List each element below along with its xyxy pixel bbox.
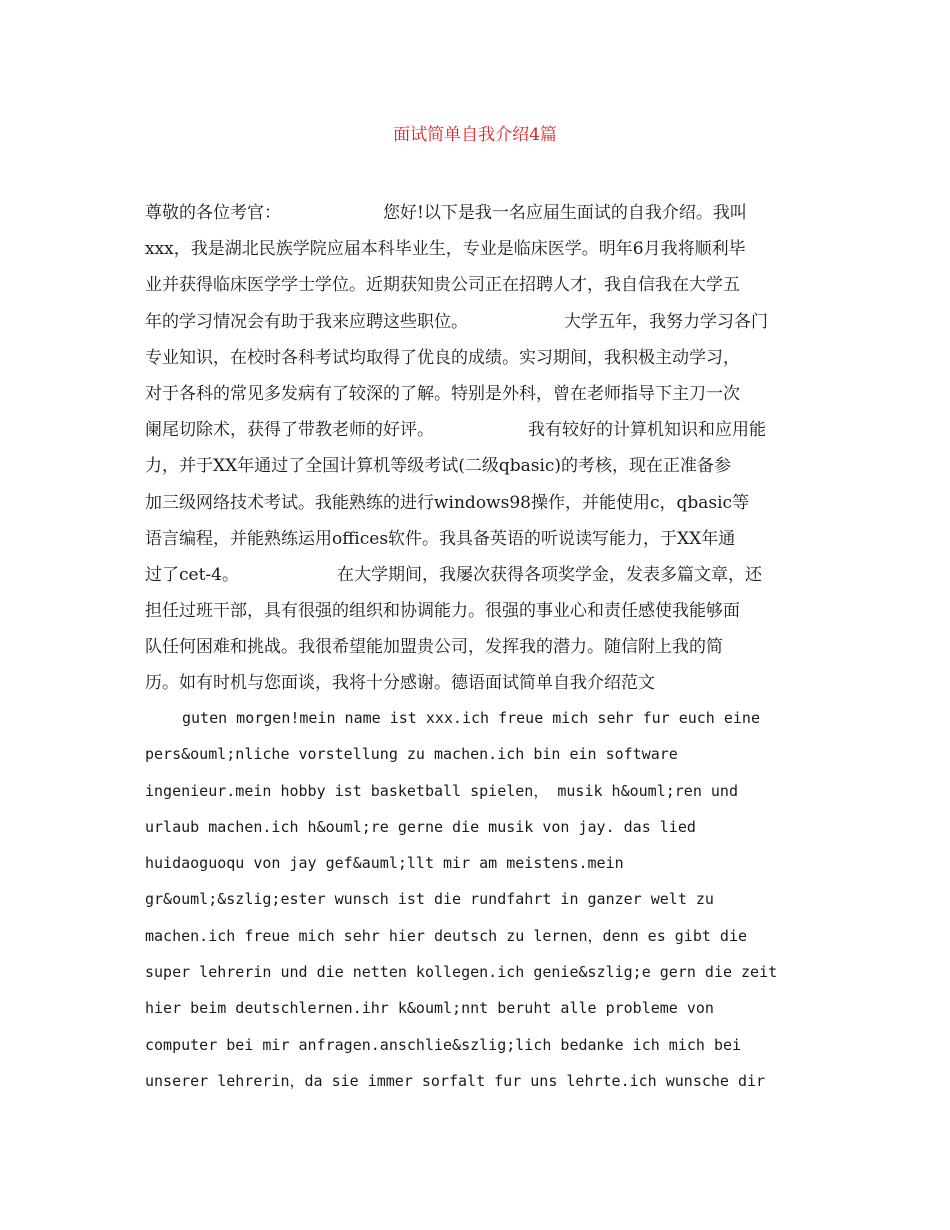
body-line: urlaub machen.ich h&ouml;re gerne die musik von jay. das lied xyxy=(145,817,696,836)
body-line: gr&ouml;&szlig;ester wunsch ist die rundfahrt in ganzer welt zu xyxy=(145,890,714,909)
body-line: 担任过班干部，具有很强的组织和协调能力。很强的事业心和责任感使我能够面 xyxy=(145,601,740,622)
body-line: huidaoguoqu von jay gef&auml;llt mir am meistens.mein xyxy=(145,854,624,873)
body-line: machen.ich freue mich sehr hier deutsch zu lernen，denn es gibt die xyxy=(145,926,747,945)
body-line: xxx，我是湖北民族学院应届本科毕业生，专业是临床医学。明年6月我将顺利毕 xyxy=(145,239,746,260)
body-line: 年的学习情况会有助于我来应聘这些职位。 大学五年，我努力学习各门 xyxy=(145,311,768,332)
body-line: 语言编程，并能熟练运用offices软件。我具备英语的听说读写能力，于XX年通 xyxy=(145,528,736,549)
body-line: super lehrerin und die netten kollegen.ich genie&szlig;e gern die zeit xyxy=(145,963,778,982)
body-line: hier beim deutschlernen.ihr k&ouml;nnt beruht alle probleme von xyxy=(145,999,714,1018)
document-title: 面试简单自我介绍4篇 xyxy=(393,125,557,145)
body-line: 队任何困难和挑战。我很希望能加盟贵公司，发挥我的潜力。随信附上我的简 xyxy=(145,637,723,658)
body-line: 阑尾切除术，获得了带教老师的好评。 我有较好的计算机知识和应用能 xyxy=(145,420,766,441)
body-line: ingenieur.mein hobby ist basketball spielen， musik h&ouml;ren und xyxy=(145,781,738,800)
body-line: 过了cet-4。 在大学期间，我屡次获得各项奖学金，发表多篇文章，还 xyxy=(145,564,762,585)
body-line: 历。如有时机与您面谈，我将十分感谢。德语面试简单自我介绍范文 xyxy=(145,673,655,694)
body-line: guten morgen!mein name ist xxx.ich freue mich sehr fur euch eine xyxy=(182,709,760,727)
body-line: 力，并于XX年通过了全国计算机等级考试(二级qbasic)的考核，现在正准备参 xyxy=(145,456,732,477)
german-body xyxy=(145,700,815,1099)
body-line: 加三级网络技术考试。我能熟练的进行windows98操作，并能使用c，qbasic等 xyxy=(145,492,750,513)
body-line: 尊敬的各位考官： 您好!以下是我一名应届生面试的自我介绍。我叫 xyxy=(145,203,747,223)
chinese-body xyxy=(145,195,815,702)
body-line: pers&ouml;nliche vorstellung zu machen.ich bin ein software xyxy=(145,745,678,764)
body-line: 业并获得临床医学学士学位。近期获知贵公司正在招聘人才，我自信我在大学五 xyxy=(145,275,740,296)
body-line: unserer lehrerin，da sie immer sorfalt fur uns lehrte.ich wunsche dir xyxy=(145,1071,766,1090)
body-line: computer bei mir anfragen.anschlie&szlig;lich bedanke ich mich bei xyxy=(145,1035,742,1054)
body-line: 对于各科的常见多发病有了较深的了解。特别是外科，曾在老师指导下主刀一次 xyxy=(145,383,740,404)
body-line: 专业知识，在校时各科考试均取得了优良的成绩。实习期间，我积极主动学习， xyxy=(145,347,740,368)
